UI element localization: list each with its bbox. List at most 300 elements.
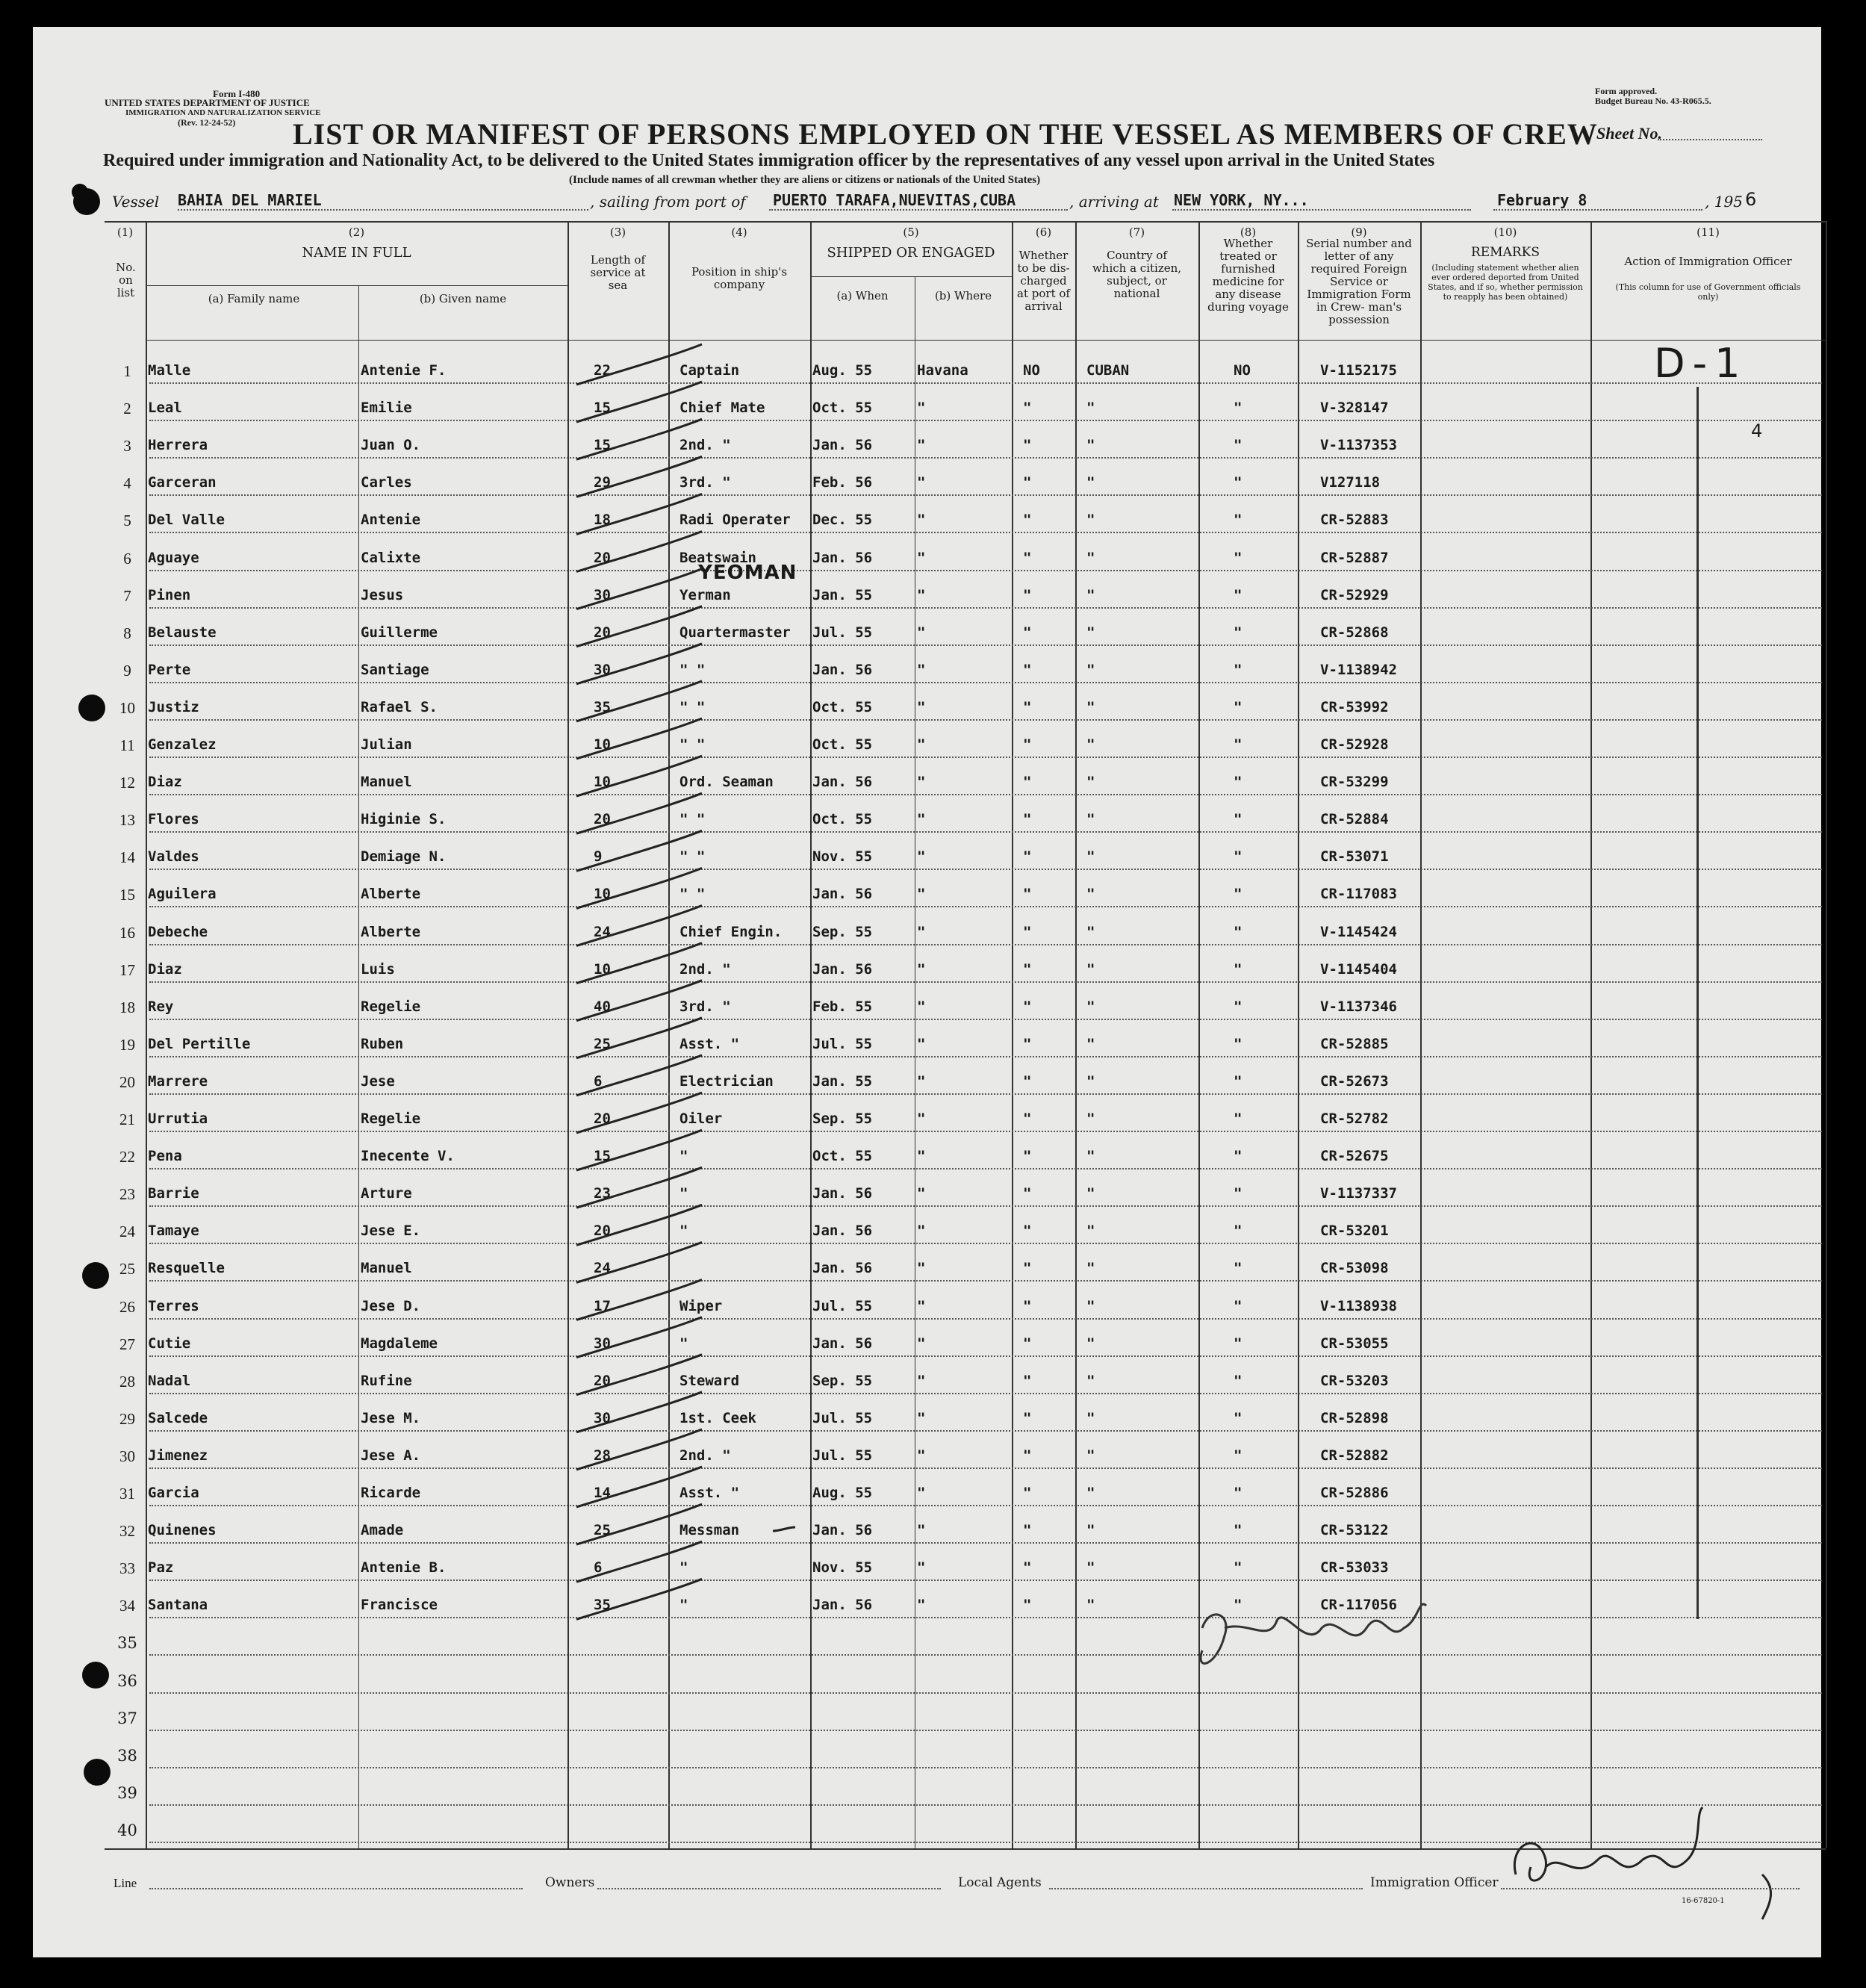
cell-treated: NO [1234,362,1251,379]
cell-when: Jan. 56 [812,661,873,678]
signature-2 [1514,1807,1770,1919]
cell-discharge: " [1023,474,1032,491]
cell-no: 25 [119,1260,135,1279]
cell-where: " [917,1185,926,1202]
cell-position: Beatswain [679,549,756,566]
cell-when: Jan. 56 [812,549,873,566]
cell-where: " [917,661,926,678]
cell-given: Regelie [361,1111,421,1127]
cell-given: Jesus [361,586,404,603]
cell-treated: " [1234,998,1243,1015]
cell-country: " [1086,624,1095,641]
cell-where: " [917,811,926,828]
col10-num: (10) [1493,226,1517,239]
cell-given: Regelie [361,998,421,1015]
cell-family: Salcede [148,1409,208,1426]
signature-1 [1201,1604,1426,1663]
cell-country: " [1086,512,1095,529]
row-number: 40 [117,1821,137,1839]
cell-treated: " [1234,474,1243,491]
cell-where: Havana [917,362,968,379]
cell-when: Jan. 56 [812,1597,873,1614]
cell-given: Santiage [361,661,429,678]
cell-given: Jese A. [361,1447,421,1464]
cell-no: 18 [119,998,135,1016]
cell-discharge: " [1023,624,1032,641]
cell-given: Luis [361,960,395,978]
cell-when: Oct. 55 [812,698,873,715]
cell-family: Malle [148,362,191,379]
cell-family: Quinenes [148,1522,217,1539]
row-number: 37 [117,1709,137,1727]
cell-given: Jese D. [361,1297,421,1314]
cell-when: Oct. 55 [812,736,873,753]
cell-treated: " [1234,923,1243,940]
cell-position: " [679,1223,688,1240]
cell-where: " [917,774,926,791]
col9-header: Serial number and letter of any required Foreign Service or Immigration Form in Crew- man's possession [1306,237,1412,326]
cell-position: " " [679,886,706,903]
cell-service: 25 [594,1522,611,1539]
cell-where: " [917,1260,926,1277]
cell-given: Arture [361,1185,412,1202]
cell-service: 29 [594,474,611,491]
cell-given: Juan O. [361,437,421,454]
cell-country: " [1086,1111,1095,1127]
cell-where: " [917,624,926,641]
cell-position: Oiler [679,1111,723,1127]
col2-num: (2) [348,226,365,239]
cell-treated: " [1234,1597,1243,1614]
year-label: , 195 [1705,193,1743,211]
cell-service: 22 [594,362,611,379]
col9-num: (9) [1351,226,1367,239]
cell-country: " [1086,960,1095,978]
cell-treated: " [1234,661,1243,678]
col7-num: (7) [1128,226,1145,239]
cell-serial: CR-52928 [1320,736,1389,753]
cell-country: " [1086,661,1095,678]
cell-family: Diaz [148,960,182,978]
cell-service: 20 [594,624,611,641]
cell-no: 10 [119,698,135,717]
cell-position: 1st. Ceek [679,1409,756,1426]
cell-position: 2nd. " [679,437,731,454]
cell-no: 2 [123,400,131,418]
port-of-arrival: NEW YORK, NY... [1174,191,1309,209]
cell-treated: " [1234,624,1243,641]
col6-header: Whether to be dis- charged at port of arrival [1017,249,1070,313]
cell-no: 11 [119,736,135,754]
cell-service: 10 [594,886,611,903]
cell-country: " [1086,1559,1095,1577]
cell-given: Magdaleme [361,1335,438,1352]
cell-given: Demiage N. [361,848,447,866]
cell-serial: V-1137346 [1320,998,1397,1015]
cell-given: Antenie F. [361,362,447,379]
cell-service: 6 [594,1559,603,1577]
cell-when: Feb. 55 [812,998,873,1015]
cell-treated: " [1234,1223,1243,1240]
cell-family: Urrutia [148,1111,208,1127]
form-print-code: 16-67820-1 [1682,1897,1725,1905]
page-mark-4: 4 [1751,420,1763,441]
cell-discharge: " [1023,811,1032,828]
footer-owners-label: Owners [545,1875,595,1890]
cell-treated: " [1234,1335,1243,1352]
cell-treated: " [1234,1035,1243,1052]
cell-given: Inecente V. [361,1148,455,1165]
cell-discharge: " [1023,1072,1032,1090]
cell-family: Perte [148,661,191,678]
cell-serial: CR-53033 [1320,1559,1389,1577]
cell-serial: CR-53098 [1320,1260,1389,1277]
cell-country: " [1086,586,1095,603]
cell-serial: CR-52929 [1320,586,1389,603]
cell-position: " [679,1148,688,1165]
col4-num: (4) [731,226,747,239]
cell-family: Garcia [148,1485,199,1501]
cell-serial: CR-52885 [1320,1035,1389,1052]
cell-country: " [1086,1260,1095,1277]
cell-serial: V-1138942 [1320,661,1397,678]
sheet-label: Sheet No. [1596,124,1662,143]
cell-position: Quartermaster [679,624,791,641]
row-number: 35 [117,1634,137,1653]
cell-treated: " [1234,1185,1243,1202]
cell-no: 3 [123,437,131,456]
cell-discharge: " [1023,960,1032,978]
cell-serial: CR-117083 [1320,886,1397,903]
cell-discharge: " [1023,1260,1032,1277]
cell-no: 34 [119,1597,135,1615]
cell-discharge: " [1023,1559,1032,1577]
cell-service: 20 [594,549,611,566]
col1-header: No. on list [116,261,136,299]
cell-discharge: " [1023,1447,1032,1464]
cell-discharge: " [1023,998,1032,1015]
cell-service: 15 [594,437,611,454]
col6-num: (6) [1035,226,1052,239]
cell-discharge: " [1023,586,1032,603]
cell-treated: " [1234,960,1243,978]
cell-position: " [679,1559,688,1577]
cell-treated: " [1234,848,1243,866]
cell-position: Captain [679,362,740,379]
cell-country: " [1086,1297,1095,1314]
year-digit: 6 [1745,189,1757,210]
cell-given: Julian [361,736,412,753]
cell-where: " [917,1148,926,1165]
cell-family: Herrera [148,437,208,454]
cell-position: Asst. " [679,1035,740,1052]
cell-when: Feb. 56 [812,474,873,491]
cell-no: 8 [123,624,131,642]
cell-no: 15 [119,886,135,904]
cell-treated: " [1234,400,1243,417]
row-number: 38 [117,1746,137,1765]
cell-when: Jan. 55 [812,1072,873,1090]
cell-given: Antenie [361,512,421,529]
cell-no: 4 [123,474,131,493]
form-number: Form I-480 [213,88,261,99]
cell-treated: " [1234,811,1243,828]
cell-where: " [917,1297,926,1314]
cell-when: Jan. 56 [812,1522,873,1539]
cell-where: " [917,1072,926,1090]
cell-country: " [1086,1447,1095,1464]
cell-where: " [917,848,926,866]
cell-where: " [917,1035,926,1052]
subnote: (Include names of all crewman whether they are aliens or citizens or nationals of the United States) [569,174,1041,186]
cell-given: Jese E. [361,1223,421,1240]
col8-header: Whether treated or furnished medicine for any disease during voyage [1207,237,1289,314]
cell-given: Antenie B. [361,1559,447,1577]
col2-header: NAME IN FULL [302,245,411,261]
cell-given: Emilie [361,400,412,417]
cell-country: " [1086,1372,1095,1389]
arriving-label: , arriving at [1069,193,1159,211]
cell-discharge: NO [1023,362,1040,379]
cell-service: 30 [594,1335,611,1352]
cell-position: Yerman [679,586,731,603]
cell-position: " " [679,661,706,678]
cell-position: Steward [679,1372,740,1389]
cell-treated: " [1234,1148,1243,1165]
cell-country: CUBAN [1086,362,1130,379]
cell-where: " [917,437,926,454]
cell-discharge: " [1023,661,1032,678]
cell-given: Rufine [361,1372,412,1389]
cell-serial: V-1145404 [1320,960,1397,978]
cell-where: " [917,1485,926,1501]
cell-family: Pena [148,1148,182,1165]
cell-position: 3rd. " [679,474,731,491]
cell-no: 26 [119,1297,135,1316]
cell-discharge: " [1023,698,1032,715]
cell-discharge: " [1023,1522,1032,1539]
cell-family: Flores [148,811,199,828]
cell-treated: " [1234,1522,1243,1539]
cell-when: Jan. 56 [812,1260,873,1277]
cell-where: " [917,1597,926,1614]
cell-family: Cutie [148,1335,191,1352]
cell-discharge: " [1023,886,1032,903]
cell-when: Sep. 55 [812,1372,873,1389]
cell-when: Oct. 55 [812,811,873,828]
service: IMMIGRATION AND NATURALIZATION SERVICE [125,108,321,117]
cell-when: Jan. 56 [812,437,873,454]
cell-no: 9 [123,661,131,680]
cell-country: " [1086,437,1095,454]
cell-serial: CR-53299 [1320,774,1389,791]
cell-service: 20 [594,811,611,828]
cell-position: " " [679,811,706,828]
cell-where: " [917,1372,926,1389]
cell-treated: " [1234,1409,1243,1426]
cell-serial: CR-53122 [1320,1522,1389,1539]
col4-header: Position in ship's company [691,265,788,291]
row-number: 36 [117,1671,137,1690]
cell-where: " [917,512,926,529]
cell-treated: " [1234,698,1243,715]
cell-serial: V-1137353 [1320,437,1397,454]
col7-header: Country of which a citizen, subject, or national [1092,249,1182,300]
cell-service: 23 [594,1185,611,1202]
cell-service: 28 [594,1447,611,1464]
port-of-departure: PUERTO TARAFA,NUEVITAS,CUBA [773,191,1016,209]
cell-where: " [917,998,926,1015]
cell-when: Jul. 55 [812,1409,873,1426]
row-number: 39 [117,1783,137,1802]
cell-no: 20 [119,1072,135,1091]
cell-serial: CR-52882 [1320,1447,1389,1464]
cell-serial: CR-52886 [1320,1485,1389,1501]
cell-position: Messman [679,1522,740,1539]
cell-service: 10 [594,774,611,791]
cell-when: Oct. 55 [812,400,873,417]
cell-service: 24 [594,1260,611,1277]
cell-discharge: " [1023,1111,1032,1127]
cell-when: Jul. 55 [812,1447,873,1464]
cell-when: Jan. 56 [812,960,873,978]
cell-no: 19 [119,1035,135,1054]
cell-family: Del Pertille [148,1035,251,1052]
page-title: LIST OR MANIFEST OF PERSONS EMPLOYED ON THE VESSEL AS MEMBERS OF CREW [293,117,1598,151]
cell-family: Justiz [148,698,199,715]
cell-family: Debeche [148,923,208,940]
cell-position: " " [679,698,706,715]
cell-service: 35 [594,1597,611,1614]
cell-service: 20 [594,1372,611,1389]
cell-service: 20 [594,1223,611,1240]
cell-position: Ord. Seaman [679,774,774,791]
cell-given: Ruben [361,1035,404,1052]
cell-service: 25 [594,1035,611,1052]
cell-when: Jan. 56 [812,1223,873,1240]
cell-discharge: " [1023,437,1032,454]
cell-country: " [1086,811,1095,828]
cell-no: 22 [119,1148,135,1167]
cell-no: 16 [119,923,135,942]
cell-country: " [1086,1597,1095,1614]
cell-when: Jan. 56 [812,886,873,903]
cell-family: Nadal [148,1372,191,1389]
cell-family: Garceran [148,474,217,491]
cell-when: Jan. 56 [812,774,873,791]
subtitle: Required under immigration and Nationality Act, to be delivered to the United States immigration officer by the representatives of any vessel upon arrival in the United States [103,151,1435,170]
cell-discharge: " [1023,1148,1032,1165]
cell-discharge: " [1023,1223,1032,1240]
cell-family: Tamaye [148,1223,199,1240]
cell-country: " [1086,400,1095,417]
department: UNITED STATES DEPARTMENT OF JUSTICE [105,97,310,108]
cell-discharge: " [1023,549,1032,566]
cell-service: 10 [594,960,611,978]
cell-position: Chief Mate [679,400,765,417]
cell-family: Marrere [148,1072,208,1090]
cell-discharge: " [1023,400,1032,417]
cell-family: Belauste [148,624,217,641]
cell-family: Aguaye [148,549,199,566]
cell-country: " [1086,1035,1095,1052]
footer-officer-label: Immigration Officer [1370,1875,1499,1890]
col2a-header: (a) Family name [208,292,300,305]
cell-no: 6 [123,549,131,568]
cell-family: Genzalez [148,736,217,753]
cell-serial: V-1137337 [1320,1185,1397,1202]
cell-country: " [1086,474,1095,491]
budget-bureau: Budget Bureau No. 43-R065.5. [1595,96,1711,106]
col5-header: SHIPPED OR ENGAGED [827,245,995,261]
cell-country: " [1086,886,1095,903]
cell-country: " [1086,1335,1095,1352]
cell-service: 20 [594,1111,611,1127]
cell-service: 30 [594,586,611,603]
cell-no: 28 [119,1372,135,1391]
cell-when: Jul. 55 [812,1297,873,1314]
col5-num: (5) [903,226,919,239]
yeoman-correction: YEOMAN [698,562,797,584]
cell-given: Carles [361,474,412,491]
cell-no: 24 [119,1223,135,1241]
cell-treated: " [1234,774,1243,791]
cell-no: 17 [119,960,135,979]
cell-when: Jul. 55 [812,624,873,641]
cell-where: " [917,549,926,566]
col3-num: (3) [609,226,626,239]
footer-line-label: Line [113,1876,137,1890]
cell-country: " [1086,1522,1095,1539]
cell-service: 10 [594,736,611,753]
cell-country: " [1086,549,1095,566]
cell-service: 15 [594,400,611,417]
cell-family: Valdes [148,848,199,866]
cell-position: " " [679,736,706,753]
cell-serial: CR-52782 [1320,1111,1389,1127]
cell-treated: " [1234,1447,1243,1464]
cell-where: " [917,1522,926,1539]
cell-serial: CR-117056 [1320,1597,1397,1614]
cell-service: 14 [594,1485,611,1501]
cell-treated: " [1234,437,1243,454]
cell-given: Manuel [361,1260,412,1277]
cell-serial: CR-52675 [1320,1148,1389,1165]
cell-serial: CR-52898 [1320,1409,1389,1426]
cell-serial: CR-52883 [1320,512,1389,529]
cell-where: " [917,1335,926,1352]
col11-note: (This column for use of Government officials only) [1615,282,1801,302]
cell-where: " [917,1223,926,1240]
cell-where: " [917,923,926,940]
cell-discharge: " [1023,736,1032,753]
cell-serial: CR-52673 [1320,1072,1389,1090]
cell-no: 33 [119,1559,135,1578]
cell-treated: " [1234,586,1243,603]
cell-where: " [917,698,926,715]
cell-no: 21 [119,1111,135,1128]
cell-no: 31 [119,1485,135,1503]
cell-country: " [1086,998,1095,1015]
cell-family: Leal [148,400,182,417]
cell-serial: CR-53055 [1320,1335,1389,1352]
cell-country: " [1086,848,1095,866]
form-approved: Form approved. [1595,86,1658,96]
cell-when: Jan. 56 [812,1335,873,1352]
cell-position: " [679,1185,688,1202]
cell-family: Terres [148,1297,199,1314]
cell-treated: " [1234,1297,1243,1314]
